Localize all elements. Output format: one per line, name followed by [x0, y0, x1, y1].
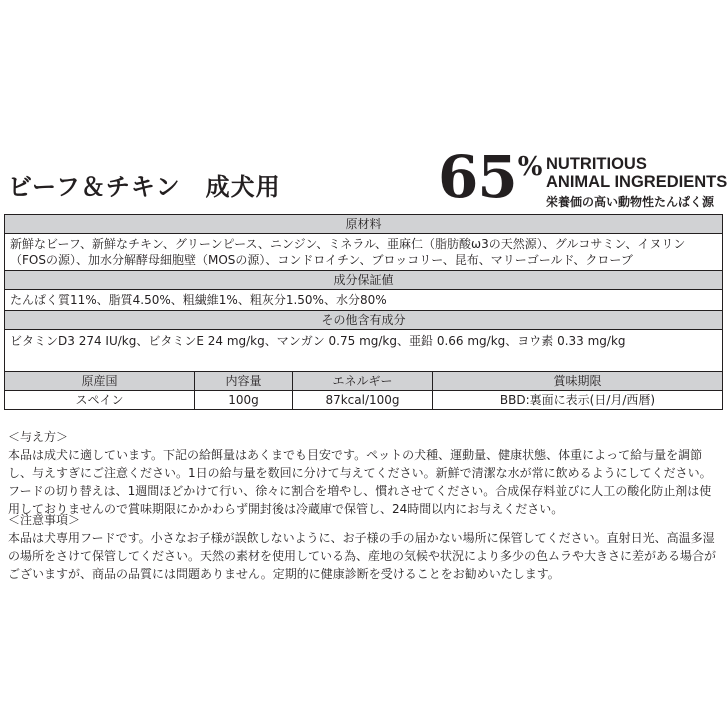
content-value: 100g — [195, 391, 293, 410]
origin-header: 原産国 — [5, 372, 195, 391]
feeding-heading: ＜与え方＞ — [8, 430, 69, 444]
caution-text: 本品は犬専用フードです。小さなお子様が誤飲しないように、お子様の手の届かない場所に保管してください。直射日光、高温多湿の場所をさけて保管してください。天然の素材を使用している為、産地の気候や状況により多少の色ムラや大きさに差がある場合がございますが、商品の品質には問題ありません。定期的に健康診断を受けることをお勧めいたします。 — [8, 531, 717, 581]
ingredients-header: 原材料 — [5, 215, 723, 234]
animal-percentage — [438, 143, 543, 211]
percent-sign: % — [517, 152, 543, 182]
animal-protein-caption: 栄養価の高い動物性たんぱく源 — [546, 195, 715, 209]
animal-ingredients-label: ANIMAL INGREDIENTS — [546, 173, 728, 191]
ingredients-text: 新鮮なビーフ、新鮮なチキン、グリーンピース、ニンジン、ミネラル、亜麻仁（脂肪酸ω3の天然源）、グルコサミン、イヌリン（FOSの源）、加水分解酵母細胞壁（MOSの源）、コンドロイチン、ブロッコリー、昆布、マリーゴールド、クローブ — [5, 234, 723, 271]
content-header: 内容量 — [195, 372, 293, 391]
feeding-text: 本品は成犬に適しています。下記の給餌量はあくまでも目安です。ペットの犬種、運動量、健康状態、体重によって給与量を調節し、与えすぎにご注意ください。1日の給与量を数回に分けて与えてください。新鮮で清潔な水が常に飲めるようにしてください。フードの切り替えは、1週間ほどかけて行い、徐々に割合を増やし、慣れさせてください。合成保存料並びに人工の酸化防止剤は使用しておりませんので賞味期限にかかわらず開封後は冷蔵庫で保管し、24時間以内にお与えください。 — [8, 448, 712, 516]
feeding-section — [8, 428, 720, 518]
expiry-header: 賞味期限 — [433, 372, 723, 391]
guarantee-text: たんぱく質11%、脂質4.50%、粗繊維1%、粗灰分1.50%、水分80% — [5, 290, 723, 311]
other-nutrients-text: ビタミンD3 274 IU/kg、ビタミンE 24 mg/kg、マンガン 0.75 mg/kg、亜鉛 0.66 mg/kg、ヨウ素 0.33 mg/kg — [5, 330, 723, 372]
energy-header: エネルギー — [293, 372, 433, 391]
guarantee-header: 成分保証値 — [5, 271, 723, 290]
expiry-value: BBD:裏面に表示(日/月/西暦) — [433, 391, 723, 410]
percentage-number: 65 — [438, 143, 517, 211]
ingredients-table — [4, 214, 723, 410]
nutritious-label: NUTRITIOUS — [546, 155, 647, 173]
other-nutrients-header: その他含有成分 — [5, 311, 723, 330]
product-title: ビーフ＆チキン 成犬用 — [8, 173, 281, 201]
energy-value: 87kcal/100g — [293, 391, 433, 410]
caution-section — [8, 511, 720, 583]
caution-heading: ＜注意事項＞ — [8, 513, 81, 527]
origin-value: スペイン — [5, 391, 195, 410]
